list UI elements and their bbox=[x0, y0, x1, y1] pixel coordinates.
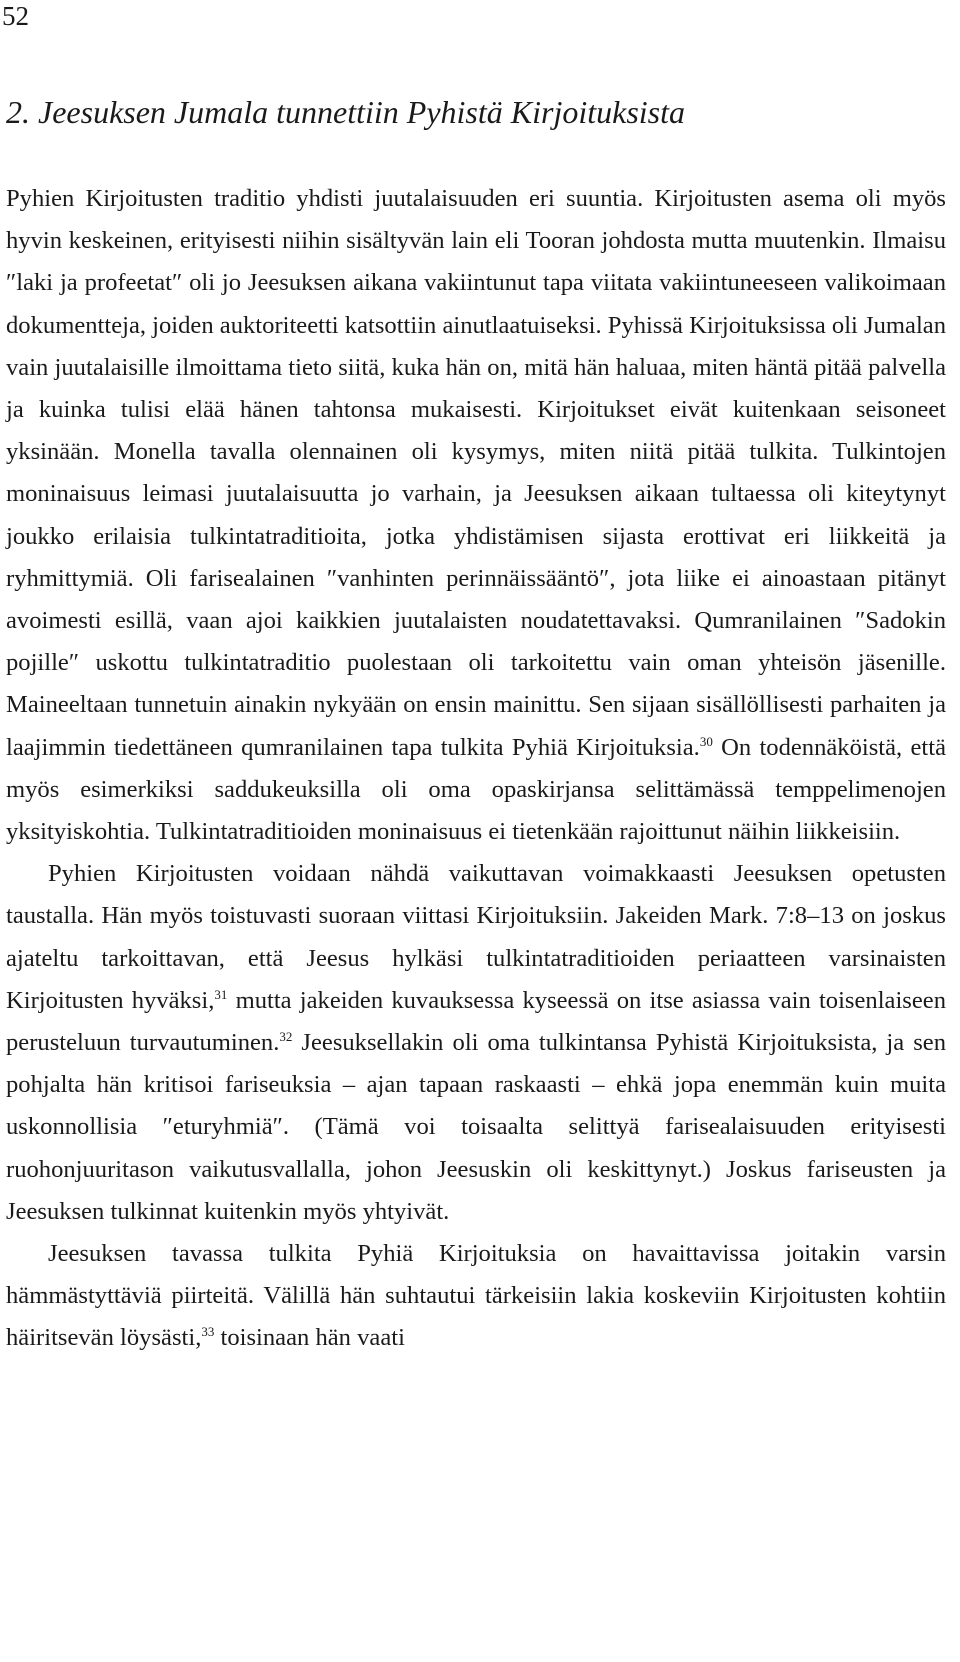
footnote-marker: 32 bbox=[279, 1028, 293, 1044]
paragraph-3 bbox=[6, 1233, 946, 1360]
paragraph-text: Jeesuksen tavassa tulkita Pyhiä Kirjoituksia on havaittavissa joitakin varsin hämmästyttäviä piirteitä. Välillä hän suhtautui tärkeisiin lakia koskeviin Kirjoitusten kohtiin häiritsevän löysästi, bbox=[6, 1240, 946, 1352]
paragraph-text: Jeesuksellakin oli oma tulkintansa Pyhistä Kirjoituksista, ja sen pohjalta hän kritisoi fariseuksia – ajan tapaan raskaasti – ehkä jopa enemmän kuin muita uskonnollisia ″eturyhmiä″. (Tämä voi toisaalta selittyä farisealaisuuden erityisesti ruohonjuuritason vaikutusvallalla, johon Jeesuskin oli keskittynyt.) Joskus fariseusten ja Jeesuksen tulkinnat kuitenkin myös yhtyivät. bbox=[6, 1029, 946, 1225]
paragraph-2 bbox=[6, 853, 946, 1233]
paragraph-text: On todennäköistä, että myös esimerkiksi saddukeuksilla oli oma opaskirjansa selittämässä temppelimenojen yksityiskohtia. Tulkintatraditioiden moninaisuus ei tietenkään rajoittunut näihin liikkeisiin. bbox=[6, 733, 946, 846]
footnote-marker: 31 bbox=[214, 986, 228, 1002]
chapter-title: 2. Jeesuksen Jumala tunnettiin Pyhistä Kirjoituksista bbox=[6, 94, 686, 130]
footnote-marker: 33 bbox=[201, 1324, 215, 1340]
footnote-marker: 30 bbox=[699, 733, 713, 749]
body-text bbox=[6, 178, 946, 1360]
paragraph-text: toisinaan hän vaati bbox=[214, 1324, 405, 1352]
paragraph-text: Pyhien Kirjoitusten voidaan nähdä vaikuttavan voimakkaasti Jeesuksen opetusten taustalla. Hän myös toistuvasti suoraan viittasi Kirjoituksiin. Jakeiden Mark. 7:8–13 on joskus ajateltu tarkoittavan, että Jeesus hylkäsi tulkintatraditioiden periaatteen varsinaisten Kirjoitusten hyväksi, bbox=[6, 860, 946, 1014]
paragraph-text: mutta jakeiden kuvauksessa kyseessä on itse asiassa vain toisenlaiseen perusteluun turvautuminen. bbox=[6, 986, 946, 1057]
page-number: 52 bbox=[2, 1, 29, 31]
paragraph-text: Pyhien Kirjoitusten traditio yhdisti juutalaisuuden eri suuntia. Kirjoitusten asema oli myös hyvin keskeinen, erityisesti niihin sisältyvän lain eli Tooran johdosta mutta muutenkin. Ilmaisu ″laki ja profeetat″ oli jo Jeesuksen aikana vakiintunut tapa viitata vakiintuneeseen valikoimaan dokumentteja, joiden auktoriteetti katsottiin ainutlaatuiseksi. Pyhissä Kirjoituksissa oli Jumalan vain juutalaisille ilmoittama tieto siitä, kuka hän on, mitä hän haluaa, miten häntä pitää palvella ja kuinka tulisi elää hänen tahtonsa mukaisesti. Kirjoitukset eivät kuitenkaan seisoneet yksinään. Monella tavalla olennainen oli kysymys, miten niitä pitää tulkita. Tulkintojen moninaisuus leimasi juutalaisuutta jo varhain, ja Jeesuksen aikaan tultaessa oli kiteytynyt joukko erilaisia tulkintatraditioita, jotka yhdistämisen sijasta erottivat eri liikkeitä ja ryhmittymiä. Oli farisealainen ″vanhinten perinnäissääntö″, jota liike ei ainoastaan pitänyt avoimesti esillä, vaan ajoi kaikkien juutalaisten noudatettavaksi. Qumranilainen ″Sadokin pojille″ uskottu tulkintatraditio puolestaan oli tarkoitettu vain oman yhteisön jäsenille. Maineeltaan tunnetuin ainakin nykyään on ensin mainittu. Sen sijaan sisällöllisesti parhaiten ja laajimmin tiedettäneen qumranilainen tapa tulkita Pyhiä Kirjoituksia. bbox=[6, 185, 946, 761]
paragraph-1 bbox=[6, 178, 946, 853]
